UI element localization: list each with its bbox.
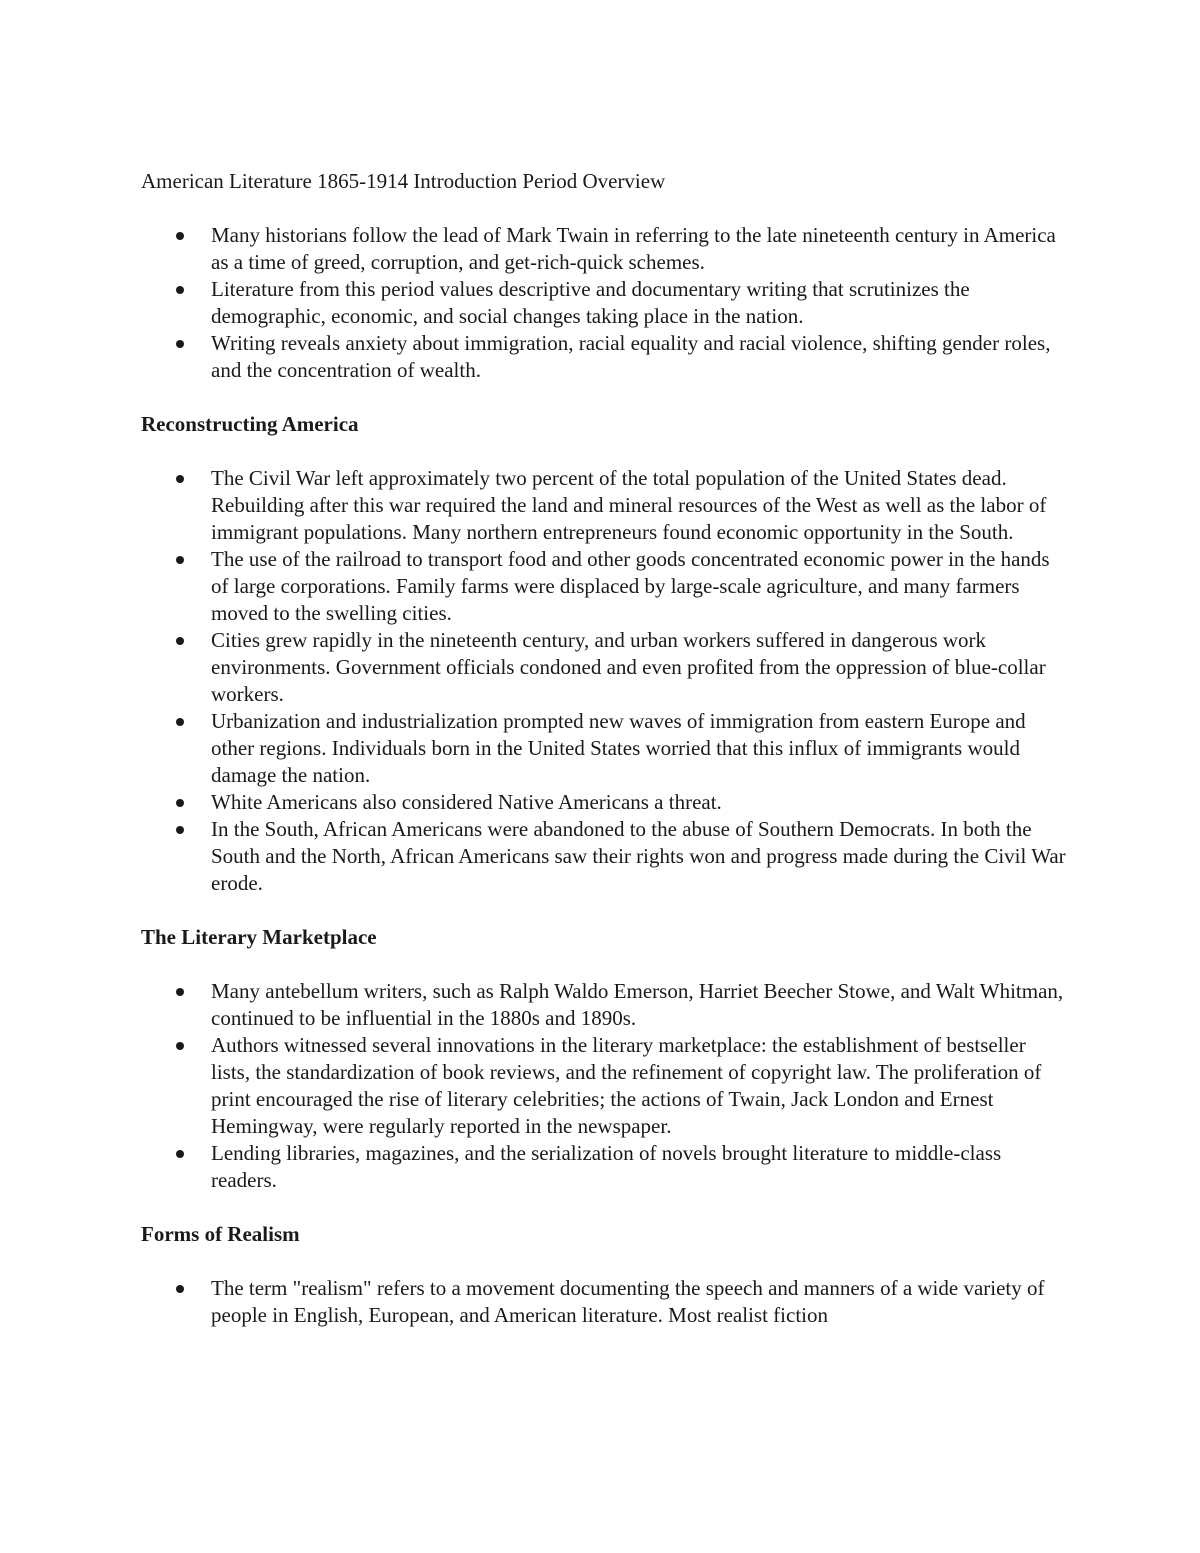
bullet-icon <box>176 637 184 645</box>
list-item <box>141 222 1066 276</box>
document-page <box>141 168 1066 1356</box>
list-item <box>141 1275 1066 1329</box>
document-title: American Literature 1865-1914 Introduction Period Overview <box>141 169 666 193</box>
bullet-text: Literature from this period values descriptive and documentary writing that scrutinizes the demographic, economic, and social changes taking place in the nation. <box>211 277 970 328</box>
section-heading-reconstructing-america: Reconstructing America <box>141 412 359 436</box>
bullet-icon <box>176 1285 184 1293</box>
bullet-icon <box>176 718 184 726</box>
section-heading-literary-marketplace: The Literary Marketplace <box>141 925 377 949</box>
bullet-icon <box>176 556 184 564</box>
list-item <box>141 1032 1066 1140</box>
section-heading-forms-of-realism: Forms of Realism <box>141 1222 300 1246</box>
list-item <box>141 816 1066 897</box>
bullet-text: Many historians follow the lead of Mark Twain in referring to the late nineteenth century in America as a time of greed, corruption, and get-rich-quick schemes. <box>211 223 1056 274</box>
list-item <box>141 276 1066 330</box>
bullet-icon <box>176 988 184 996</box>
bullet-text: The Civil War left approximately two percent of the total population of the United States dead. Rebuilding after this war required the land and mineral resources of the West as well as the labor of immigrant populations. Many northern entrepreneurs found economic opportunity in the South. <box>211 466 1047 544</box>
bullet-icon <box>176 475 184 483</box>
list-item <box>141 465 1066 546</box>
bullet-text: Many antebellum writers, such as Ralph Waldo Emerson, Harriet Beecher Stowe, and Walt Whitman, continued to be influential in the 1880s and 1890s. <box>211 979 1064 1030</box>
list-item <box>141 1140 1066 1194</box>
bullet-text: White Americans also considered Native Americans a threat. <box>211 790 722 814</box>
bullet-icon <box>176 799 184 807</box>
bullet-text: Writing reveals anxiety about immigration, racial equality and racial violence, shifting gender roles, and the concentration of wealth. <box>211 331 1051 382</box>
bullet-text: Lending libraries, magazines, and the serialization of novels brought literature to middle-class readers. <box>211 1141 1002 1192</box>
bullet-icon <box>176 826 184 834</box>
reconstructing-america-bullet-list <box>141 465 1066 897</box>
list-item <box>141 627 1066 708</box>
bullet-icon <box>176 232 184 240</box>
list-item <box>141 330 1066 384</box>
list-item <box>141 708 1066 789</box>
bullet-text: The term "realism" refers to a movement documenting the speech and manners of a wide variety of people in English, European, and American literature. Most realist fiction <box>211 1276 1045 1327</box>
bullet-icon <box>176 1042 184 1050</box>
bullet-text: The use of the railroad to transport food and other goods concentrated economic power in the hands of large corporations. Family farms were displaced by large-scale agriculture, and many farmers moved to the swelling cities. <box>211 547 1050 625</box>
bullet-icon <box>176 340 184 348</box>
bullet-text: In the South, African Americans were abandoned to the abuse of Southern Democrats. In both the South and the North, African Americans saw their rights won and progress made during the Civil War erode. <box>211 817 1066 895</box>
bullet-icon <box>176 1150 184 1158</box>
forms-of-realism-bullet-list <box>141 1275 1066 1329</box>
list-item <box>141 789 1066 816</box>
list-item <box>141 546 1066 627</box>
list-item <box>141 978 1066 1032</box>
literary-marketplace-bullet-list <box>141 978 1066 1194</box>
bullet-icon <box>176 286 184 294</box>
bullet-text: Cities grew rapidly in the nineteenth century, and urban workers suffered in dangerous work environments. Government officials condoned and even profited from the oppression of blue-collar workers. <box>211 628 1046 706</box>
bullet-text: Authors witnessed several innovations in the literary marketplace: the establishment of bestseller lists, the standardization of book reviews, and the refinement of copyright law. The proliferation of print encouraged the rise of literary celebrities; the actions of Twain, Jack London and Ernest Hemingway, were regularly reported in the newspaper. <box>211 1033 1042 1138</box>
bullet-text: Urbanization and industrialization prompted new waves of immigration from eastern Europe and other regions. Individuals born in the United States worried that this influx of immigrants would damage the nation. <box>211 709 1026 787</box>
intro-bullet-list <box>141 222 1066 384</box>
